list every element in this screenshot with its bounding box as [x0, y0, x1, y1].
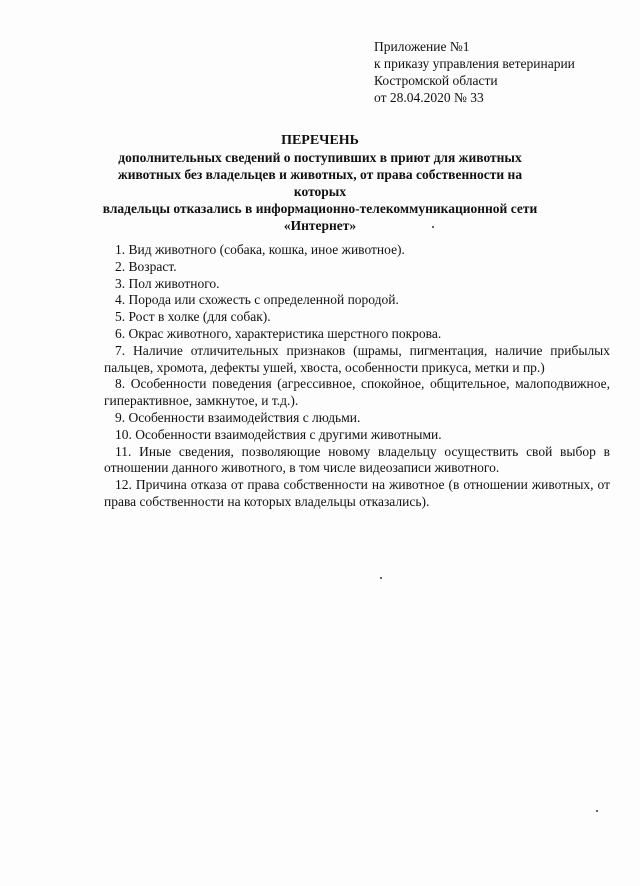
- title-line-4: «Интернет»: [283, 218, 357, 233]
- list-item: 6. Окрас животного, характеристика шерстного покрова.: [115, 325, 442, 341]
- scan-speck: [380, 577, 382, 579]
- list-item: 10. Особенности взаимодействия с другими животными.: [115, 426, 442, 442]
- list-item: 8. Особенности поведения (агрессивное, спокойное, общительное, малоподвижное, гиперактивное, замкнутое, и т.д.).: [104, 376, 610, 409]
- appendix-header: [374, 38, 575, 106]
- list-item: 12. Причина отказа от права собственности на животное (в отношении животных, от права собственности на которых владельцы отказались).: [104, 477, 610, 509]
- appendix-date: от 28.04.2020 № 33: [374, 90, 484, 105]
- title-line-3: владельцы отказались в информационно-телекоммуникационной сети: [102, 201, 538, 216]
- information-list: [104, 242, 610, 511]
- list-item: 5. Рост в холке (для собак).: [115, 309, 271, 325]
- scan-speck: [432, 226, 434, 228]
- title-line-1: дополнительных сведений о поступивших в приют для животных: [118, 150, 522, 165]
- scan-speck: [596, 810, 598, 812]
- list-item: 9. Особенности взаимодействия с людьми.: [115, 409, 361, 425]
- appendix-region: Костромской области: [374, 73, 498, 88]
- list-item: 7. Наличие отличительных признаков (шрамы, пигментация, наличие прибылых пальцев, хромота, дефекты ушей, хвоста, особенности прикуса, метки и пр.): [104, 342, 610, 375]
- appendix-order-reference: к приказу управления ветеринарии: [374, 56, 575, 71]
- list-item: 4. Порода или схожесть с определенной породой.: [115, 292, 399, 308]
- document-title: [100, 132, 540, 234]
- list-item: 2. Возраст.: [115, 258, 177, 274]
- title-heading: ПЕРЕЧЕНЬ: [281, 133, 359, 148]
- list-item: 1. Вид животного (собака, кошка, иное животное).: [115, 242, 405, 257]
- list-item: 11. Иные сведения, позволяющие новому владельцу осуществить свой выбор в отношении данного животного, в том числе видеозаписи животного.: [104, 443, 610, 476]
- appendix-number: Приложение №1: [374, 39, 470, 54]
- title-line-2: животных без владельцев и животных, от права собственности на которых: [117, 167, 523, 199]
- list-item: 3. Пол животного.: [115, 275, 220, 291]
